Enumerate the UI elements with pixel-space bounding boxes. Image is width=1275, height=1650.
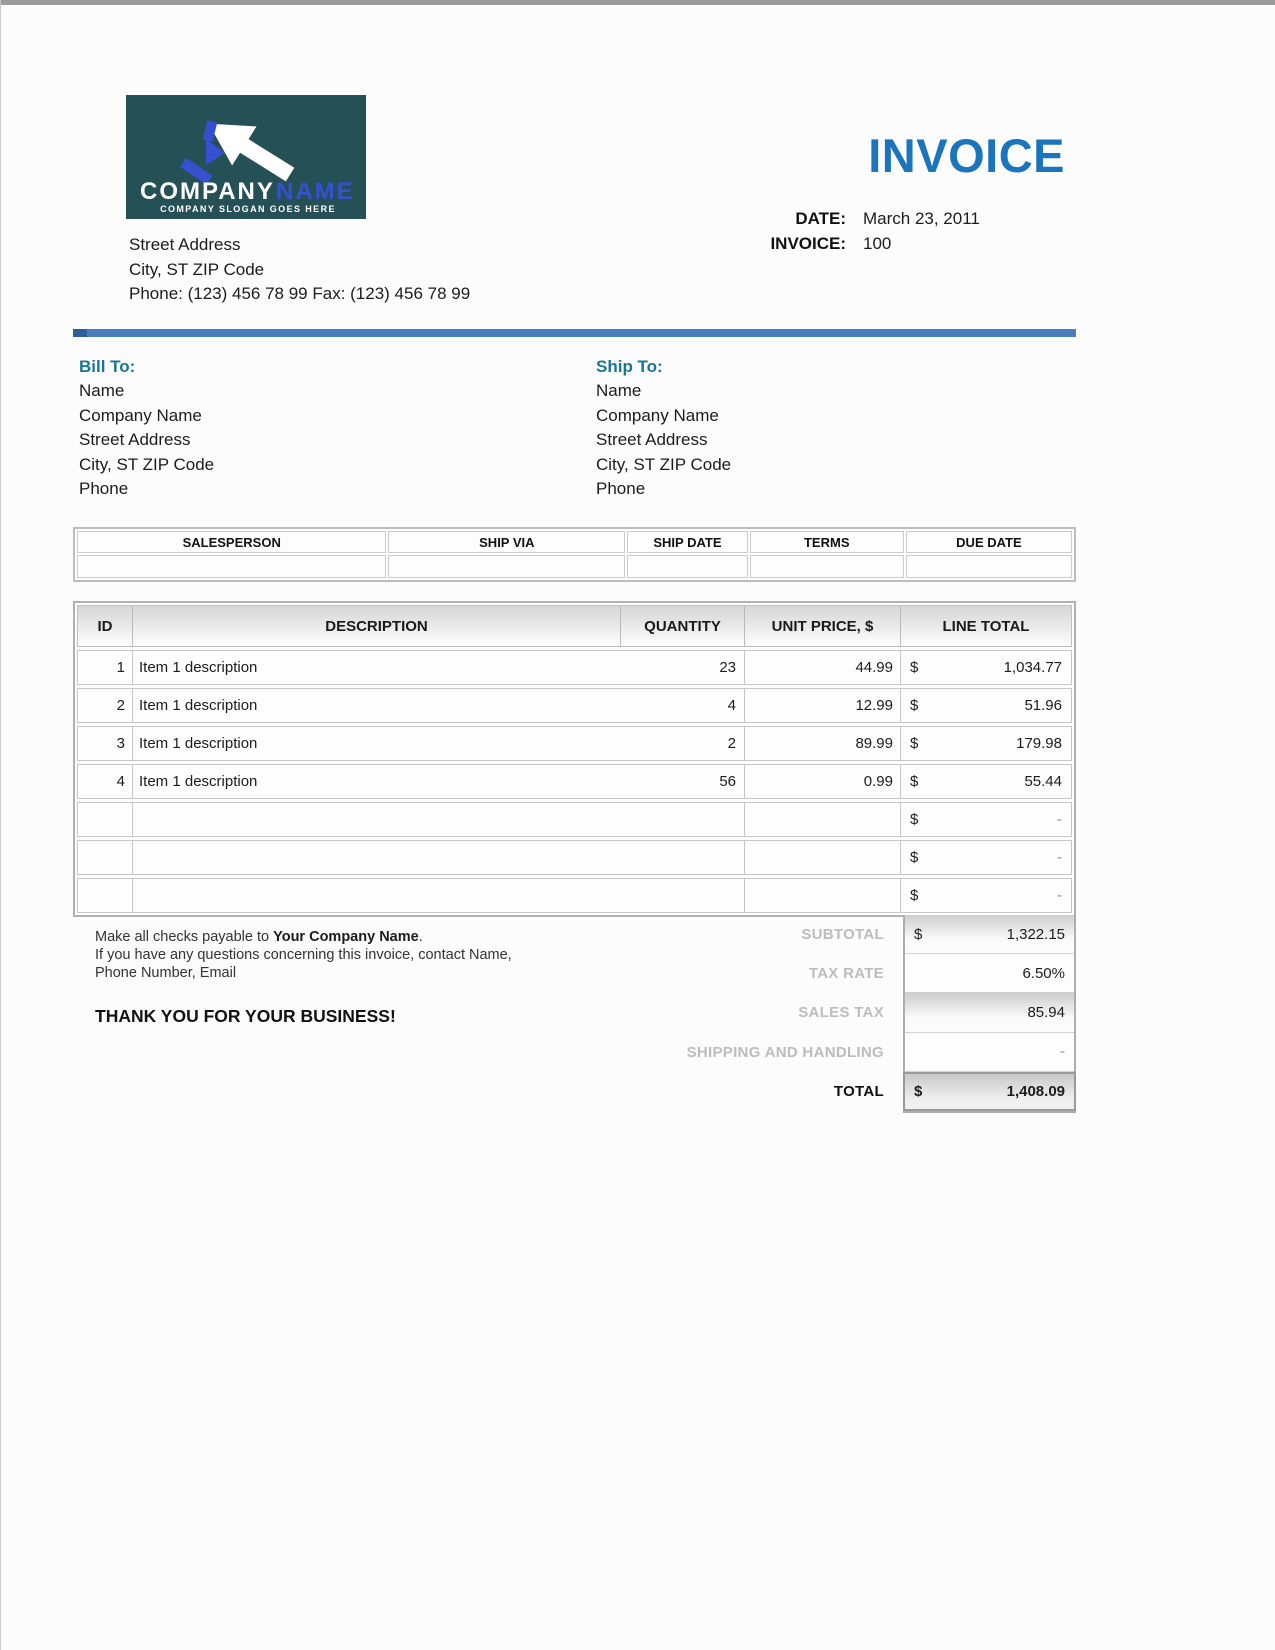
window-top-edge [1,0,1275,5]
divider-cap [73,329,87,337]
ship-to-street: Street Address [596,430,708,450]
payable-suffix: . [418,929,423,945]
currency-symbol: $ [914,925,923,943]
empty-item-row-2 [77,840,1072,875]
shipping-and-handling-value [905,1033,1074,1072]
meta-invoice-row [749,231,980,256]
line-total-amount: - [1057,887,1062,904]
item-line-total [900,651,1071,684]
due-date-value [906,555,1072,578]
ship-date-value [627,555,747,578]
invoice-title: INVOICE [868,129,1065,182]
bill-to-city: City, ST ZIP Code [79,454,215,474]
item-id: 4 [116,773,125,790]
sales-tax-label: SALES TAX [798,1004,884,1022]
date-label: DATE: [795,208,846,228]
company-phone-fax: Phone: (123) 456 78 99 Fax: (123) 456 78 99 [129,284,471,303]
total-amount: 1,408.09 [1006,1082,1065,1100]
sales-tax-amount: 85.94 [1027,1003,1065,1021]
terms-value [750,555,904,578]
shipping-and-handling-label: SHIPPING AND HANDLING [686,1043,884,1061]
tax-rate-label: TAX RATE [808,965,884,983]
item-unit-price: 44.99 [744,651,900,684]
items-header-row [77,605,1072,647]
currency-symbol: $ [910,773,919,790]
shipping-amount: - [1060,1043,1065,1061]
unit-price-header: UNIT PRICE, $ [744,606,900,646]
item-description: Item 1 description [132,765,620,798]
item-unit-price: 12.99 [744,689,900,722]
item-unit-price [744,803,900,836]
item-line-total [900,841,1071,874]
bill-to-label: Bill To: [79,357,136,376]
ship-to-block [596,355,731,501]
meta-date-row [749,206,980,231]
line-total-amount: 1,034.77 [1003,659,1062,676]
subtotal-label: SUBTOTAL [801,926,884,944]
bill-to-phone: Phone [79,479,129,499]
shipping-info-value-row [77,555,1072,578]
contact-line-1: If you have any questions concerning this invoice, contact Name, [95,947,512,963]
ship-to-city: City, ST ZIP Code [596,454,732,474]
totals-values [903,915,1076,1113]
line-total-amount: 51.96 [1024,697,1062,714]
empty-item-row-3 [77,878,1072,913]
item-line-total [900,803,1071,836]
currency-symbol: $ [910,659,919,676]
item-id [78,803,132,836]
total-value [903,1072,1076,1111]
shipping-info-header-row [77,531,1072,553]
line-total-amount: - [1057,811,1062,828]
currency-symbol: $ [914,1082,923,1100]
item-quantity [620,879,744,912]
item-description [132,803,620,836]
company-address-block [129,233,470,307]
bill-to-name: Name [79,381,125,401]
line-total-header: LINE TOTAL [900,606,1071,646]
logo-name-word: NAME [276,178,355,205]
item-quantity: 4 [727,697,736,714]
currency-symbol: $ [910,849,919,866]
bill-to-block [79,355,214,501]
ship-to-company: Company Name [596,405,719,425]
item-description: Item 1 description [132,689,620,722]
item-line-total [900,879,1071,912]
company-logo [126,95,366,219]
item-id [78,841,132,874]
item-row-1 [77,650,1072,685]
currency-symbol: $ [910,697,919,714]
bill-to-street: Street Address [79,430,191,450]
item-row-4 [77,764,1072,799]
ship-to-name: Name [596,381,642,401]
header-divider-bar [73,329,1076,337]
item-id: 2 [116,697,125,714]
invoice-number-value: 100 [863,233,892,253]
description-header: DESCRIPTION [132,606,620,646]
item-line-total [900,689,1071,722]
line-total-amount: 179.98 [1016,735,1062,752]
ship-to-label: Ship To: [596,357,663,376]
due-date-header: DUE DATE [906,531,1072,553]
item-row-3 [77,726,1072,761]
item-unit-price [744,841,900,874]
ship-via-value [388,555,625,578]
item-description [132,841,620,874]
ship-date-header: SHIP DATE [627,531,747,553]
line-total-amount: 55.44 [1024,773,1062,790]
item-unit-price: 89.99 [744,727,900,760]
item-quantity [620,841,744,874]
logo-slogan: COMPANY SLOGAN GOES HERE [160,204,336,214]
logo-company-word: COMPANY [140,178,275,205]
item-row-2 [77,688,1072,723]
payable-company: Your Company Name [273,929,419,945]
salesperson-header: SALESPERSON [77,531,386,553]
empty-item-row-1 [77,802,1072,837]
thank-you-message: THANK YOU FOR YOUR BUSINESS! [95,1006,396,1026]
invoice-meta [749,206,980,256]
shipping-info-table [73,527,1076,582]
item-description: Item 1 description [132,651,620,684]
item-id [78,879,132,912]
ship-via-header: SHIP VIA [388,531,625,553]
item-quantity [620,803,744,836]
total-label: TOTAL [833,1082,884,1100]
ship-to-phone: Phone [596,479,646,499]
subtotal-amount: 1,322.15 [1006,925,1065,943]
company-city: City, ST ZIP Code [129,259,265,279]
tax-rate-amount: 6.50% [1022,964,1065,982]
date-value: March 23, 2011 [863,208,980,228]
item-description [132,879,620,912]
subtotal-value [905,915,1074,954]
invoice-number-label: INVOICE: [770,233,846,253]
quantity-header: QUANTITY [620,606,744,646]
payment-notes [95,928,512,982]
contact-line-2: Phone Number, Email [95,965,237,981]
item-description: Item 1 description [132,727,620,760]
payable-prefix: Make all checks payable to [95,929,274,945]
currency-symbol: $ [910,887,919,904]
item-unit-price: 0.99 [744,765,900,798]
tax-rate-value [905,954,1074,993]
salesperson-value [77,555,386,578]
id-header: ID [97,617,113,635]
currency-symbol: $ [910,811,919,828]
line-total-amount: - [1057,849,1062,866]
item-quantity: 23 [719,659,736,676]
item-quantity: 2 [727,735,736,752]
sales-tax-value [905,993,1074,1032]
item-id: 3 [116,735,125,752]
item-unit-price [744,879,900,912]
company-street: Street Address [129,235,241,254]
terms-header: TERMS [750,531,904,553]
item-line-total [900,727,1071,760]
item-line-total [900,765,1071,798]
items-table [73,601,1076,917]
currency-symbol: $ [910,735,919,752]
logo-graphic [126,95,366,219]
bill-to-company: Company Name [79,405,202,425]
checks-payable-line [95,928,512,946]
item-id: 1 [116,659,125,676]
item-quantity: 56 [719,773,736,790]
